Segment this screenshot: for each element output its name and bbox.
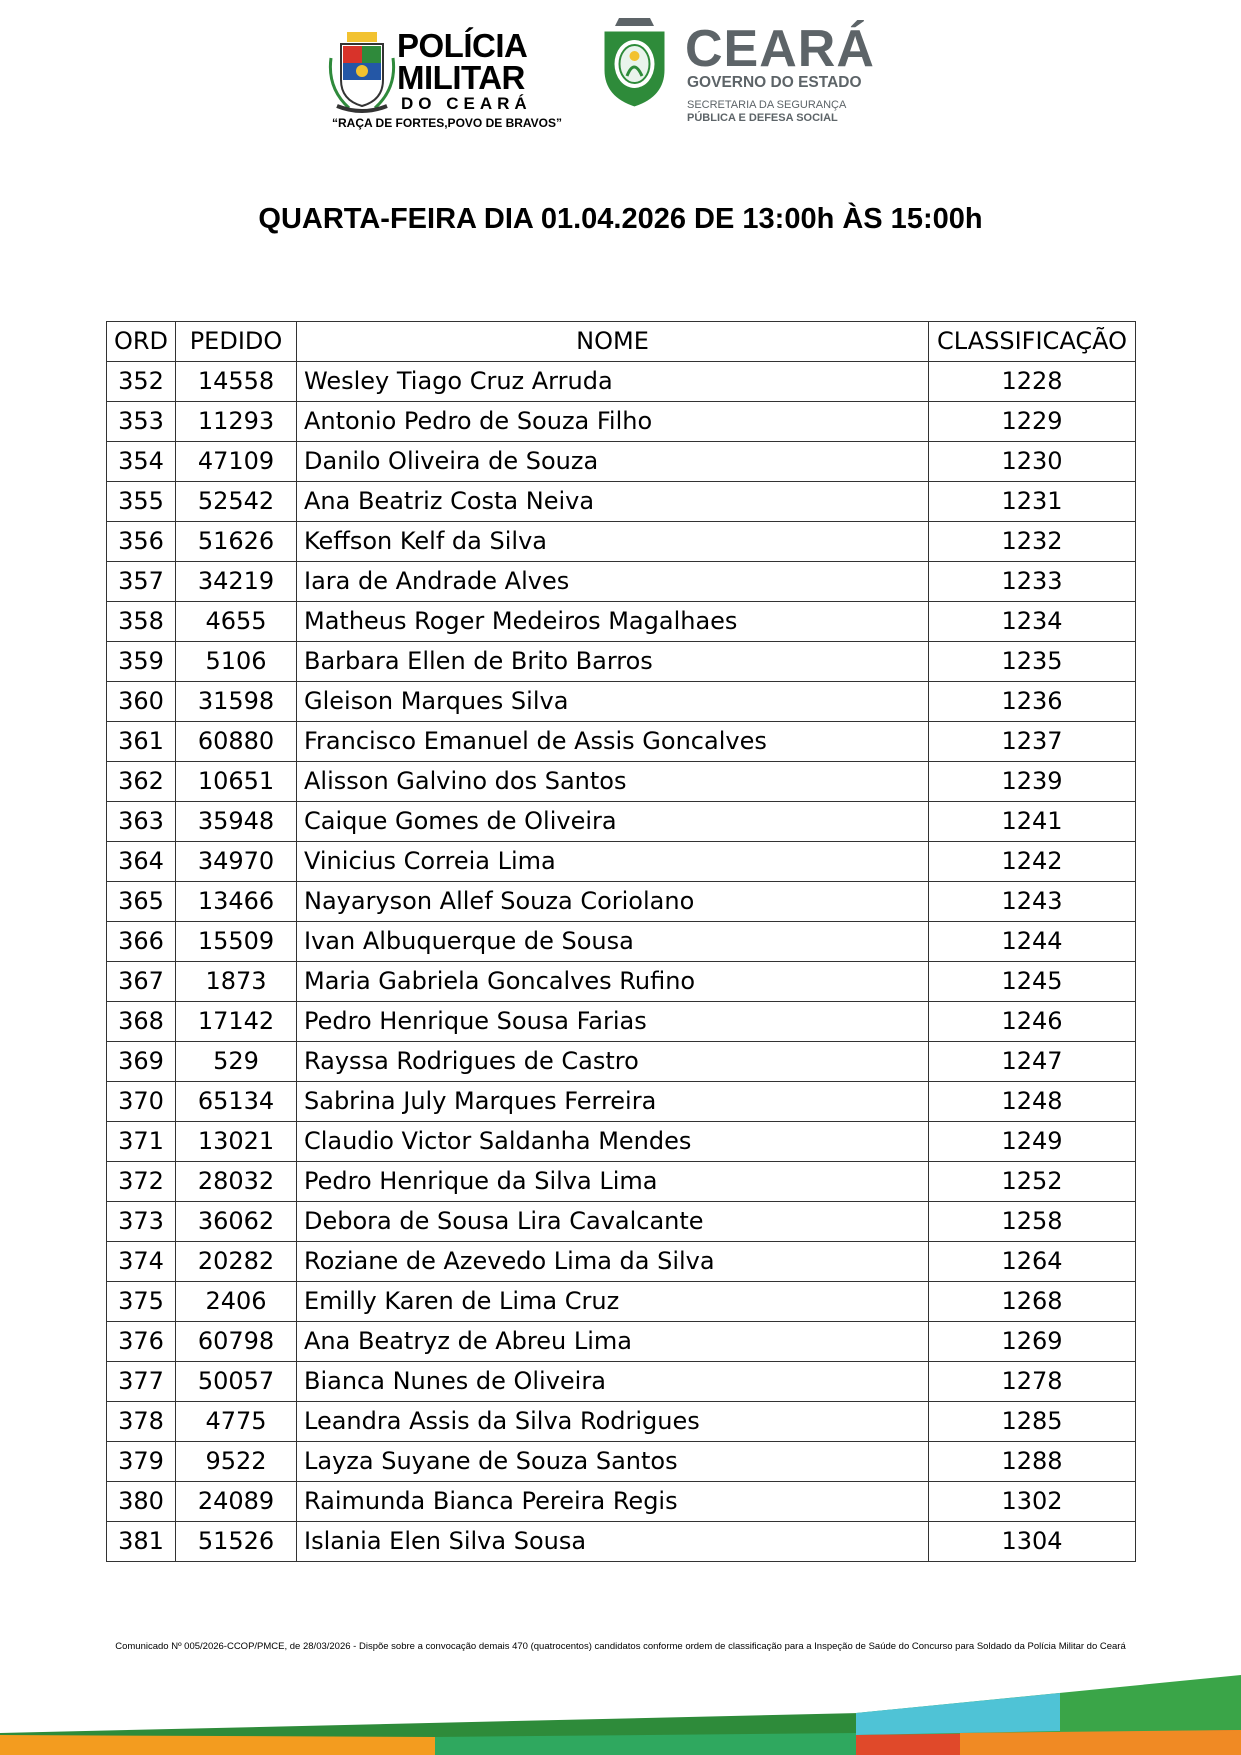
- cell-classificacao: 1232: [929, 522, 1136, 562]
- header-nome: NOME: [297, 322, 929, 362]
- cell-nome: Layza Suyane de Souza Santos: [297, 1442, 929, 1482]
- cell-ord: 357: [107, 562, 176, 602]
- cell-nome: Ana Beatriz Costa Neiva: [297, 482, 929, 522]
- table-row: [107, 1442, 1136, 1482]
- table-row: [107, 1402, 1136, 1442]
- cell-pedido: 60798: [176, 1322, 297, 1362]
- table-row: [107, 562, 1136, 602]
- cell-nome: Rayssa Rodrigues de Castro: [297, 1042, 929, 1082]
- pm-logo: [327, 27, 563, 132]
- table-row: [107, 762, 1136, 802]
- cell-nome: Emilly Karen de Lima Cruz: [297, 1282, 929, 1322]
- cell-classificacao: 1278: [929, 1362, 1136, 1402]
- table-row: [107, 1202, 1136, 1242]
- cell-ord: 359: [107, 642, 176, 682]
- cell-classificacao: 1252: [929, 1162, 1136, 1202]
- cell-classificacao: 1237: [929, 722, 1136, 762]
- cell-pedido: 529: [176, 1042, 297, 1082]
- cell-nome: Claudio Victor Saldanha Mendes: [297, 1122, 929, 1162]
- cell-pedido: 28032: [176, 1162, 297, 1202]
- cell-ord: 378: [107, 1402, 176, 1442]
- table-row: [107, 402, 1136, 442]
- cell-ord: 356: [107, 522, 176, 562]
- cell-pedido: 4775: [176, 1402, 297, 1442]
- cell-nome: Maria Gabriela Goncalves Rufino: [297, 962, 929, 1002]
- table-row: [107, 922, 1136, 962]
- cell-pedido: 47109: [176, 442, 297, 482]
- cell-ord: 370: [107, 1082, 176, 1122]
- table-row: [107, 602, 1136, 642]
- cell-nome: Roziane de Azevedo Lima da Silva: [297, 1242, 929, 1282]
- cell-classificacao: 1285: [929, 1402, 1136, 1442]
- ceara-crest-icon: [597, 16, 672, 111]
- cell-classificacao: 1230: [929, 442, 1136, 482]
- cell-ord: 358: [107, 602, 176, 642]
- cell-ord: 363: [107, 802, 176, 842]
- table-row: [107, 882, 1136, 922]
- cell-classificacao: 1239: [929, 762, 1136, 802]
- cell-nome: Caique Gomes de Oliveira: [297, 802, 929, 842]
- cell-classificacao: 1233: [929, 562, 1136, 602]
- table-row: [107, 962, 1136, 1002]
- cell-classificacao: 1234: [929, 602, 1136, 642]
- table-row: [107, 1122, 1136, 1162]
- ceara-logo-line3: PÚBLICA E DEFESA SOCIAL: [687, 112, 838, 124]
- cell-nome: Gleison Marques Silva: [297, 682, 929, 722]
- cell-nome: Bianca Nunes de Oliveira: [297, 1362, 929, 1402]
- table-row: [107, 722, 1136, 762]
- table-row: [107, 1082, 1136, 1122]
- footnote: Comunicado Nº 005/2026-CCOP/PMCE, de 28/03/2026 - Dispõe sobre a convocação demais 470 (quatrocentos) candidatos conforme ordem de classificação para a Inspeção de Saúde do Concurso para Soldado da Polícia Militar do Ceará: [115, 1641, 1126, 1652]
- table-row: [107, 1282, 1136, 1322]
- cell-pedido: 13021: [176, 1122, 297, 1162]
- cell-classificacao: 1243: [929, 882, 1136, 922]
- cell-nome: Debora de Sousa Lira Cavalcante: [297, 1202, 929, 1242]
- cell-pedido: 50057: [176, 1362, 297, 1402]
- pm-logo-line3: DO CEARÁ: [401, 94, 532, 113]
- cell-pedido: 60880: [176, 722, 297, 762]
- table-body: [107, 362, 1136, 1562]
- cell-classificacao: 1246: [929, 1002, 1136, 1042]
- cell-classificacao: 1288: [929, 1442, 1136, 1482]
- cell-pedido: 4655: [176, 602, 297, 642]
- cell-pedido: 36062: [176, 1202, 297, 1242]
- table-row: [107, 1322, 1136, 1362]
- cell-pedido: 31598: [176, 682, 297, 722]
- cell-pedido: 35948: [176, 802, 297, 842]
- cell-classificacao: 1268: [929, 1282, 1136, 1322]
- cell-nome: Keffson Kelf da Silva: [297, 522, 929, 562]
- cell-classificacao: 1304: [929, 1522, 1136, 1562]
- cell-nome: Danilo Oliveira de Souza: [297, 442, 929, 482]
- cell-nome: Alisson Galvino dos Santos: [297, 762, 929, 802]
- cell-ord: 380: [107, 1482, 176, 1522]
- cell-classificacao: 1242: [929, 842, 1136, 882]
- table-row: [107, 1042, 1136, 1082]
- cell-ord: 381: [107, 1522, 176, 1562]
- cell-nome: Leandra Assis da Silva Rodrigues: [297, 1402, 929, 1442]
- cell-classificacao: 1236: [929, 682, 1136, 722]
- cell-classificacao: 1245: [929, 962, 1136, 1002]
- cell-pedido: 34219: [176, 562, 297, 602]
- cell-pedido: 5106: [176, 642, 297, 682]
- cell-nome: Francisco Emanuel de Assis Goncalves: [297, 722, 929, 762]
- table-row: [107, 482, 1136, 522]
- cell-ord: 368: [107, 1002, 176, 1042]
- cell-classificacao: 1258: [929, 1202, 1136, 1242]
- cell-nome: Vinicius Correia Lima: [297, 842, 929, 882]
- cell-classificacao: 1235: [929, 642, 1136, 682]
- cell-nome: Nayaryson Allef Souza Coriolano: [297, 882, 929, 922]
- cell-ord: 352: [107, 362, 176, 402]
- cell-pedido: 34970: [176, 842, 297, 882]
- table-row: [107, 442, 1136, 482]
- cell-ord: 369: [107, 1042, 176, 1082]
- pm-logo-motto: “RAÇA DE FORTES,POVO DE BRAVOS”: [332, 116, 563, 130]
- ceara-logo-line1: GOVERNO DO ESTADO: [687, 74, 862, 91]
- cell-pedido: 11293: [176, 402, 297, 442]
- cell-classificacao: 1248: [929, 1082, 1136, 1122]
- cell-classificacao: 1247: [929, 1042, 1136, 1082]
- pm-logo-line1: POLÍCIA: [397, 27, 528, 64]
- cell-nome: Sabrina July Marques Ferreira: [297, 1082, 929, 1122]
- ceara-logo-title: CEARÁ: [685, 20, 875, 78]
- cell-ord: 375: [107, 1282, 176, 1322]
- cell-nome: Wesley Tiago Cruz Arruda: [297, 362, 929, 402]
- cell-classificacao: 1228: [929, 362, 1136, 402]
- cell-ord: 373: [107, 1202, 176, 1242]
- cell-pedido: 15509: [176, 922, 297, 962]
- table-row: [107, 682, 1136, 722]
- cell-ord: 366: [107, 922, 176, 962]
- ceara-logo: [597, 16, 907, 128]
- cell-classificacao: 1229: [929, 402, 1136, 442]
- cell-ord: 374: [107, 1242, 176, 1282]
- cell-ord: 353: [107, 402, 176, 442]
- cell-pedido: 9522: [176, 1442, 297, 1482]
- table-row: [107, 362, 1136, 402]
- cell-ord: 377: [107, 1362, 176, 1402]
- cell-classificacao: 1264: [929, 1242, 1136, 1282]
- cell-nome: Pedro Henrique Sousa Farias: [297, 1002, 929, 1042]
- cell-classificacao: 1249: [929, 1122, 1136, 1162]
- cell-ord: 362: [107, 762, 176, 802]
- cell-pedido: 52542: [176, 482, 297, 522]
- cell-classificacao: 1269: [929, 1322, 1136, 1362]
- table-row: [107, 1002, 1136, 1042]
- cell-nome: Islania Elen Silva Sousa: [297, 1522, 929, 1562]
- cell-nome: Matheus Roger Medeiros Magalhaes: [297, 602, 929, 642]
- ceara-logo-line2: SECRETARIA DA SEGURANÇA: [687, 99, 847, 111]
- cell-nome: Ana Beatryz de Abreu Lima: [297, 1322, 929, 1362]
- cell-nome: Raimunda Bianca Pereira Regis: [297, 1482, 929, 1522]
- cell-ord: 360: [107, 682, 176, 722]
- cell-classificacao: 1241: [929, 802, 1136, 842]
- cell-pedido: 1873: [176, 962, 297, 1002]
- cell-pedido: 14558: [176, 362, 297, 402]
- table-row: [107, 1162, 1136, 1202]
- table-row: [107, 1362, 1136, 1402]
- cell-ord: 364: [107, 842, 176, 882]
- cell-classificacao: 1244: [929, 922, 1136, 962]
- cell-ord: 379: [107, 1442, 176, 1482]
- cell-classificacao: 1302: [929, 1482, 1136, 1522]
- pm-crest-icon: [327, 28, 397, 118]
- cell-ord: 354: [107, 442, 176, 482]
- cell-pedido: 51626: [176, 522, 297, 562]
- candidates-table: [106, 321, 1136, 1562]
- cell-nome: Iara de Andrade Alves: [297, 562, 929, 602]
- cell-pedido: 24089: [176, 1482, 297, 1522]
- cell-ord: 371: [107, 1122, 176, 1162]
- cell-pedido: 13466: [176, 882, 297, 922]
- table-row: [107, 1242, 1136, 1282]
- cell-pedido: 2406: [176, 1282, 297, 1322]
- footer-color-band: [0, 1675, 1241, 1755]
- cell-pedido: 65134: [176, 1082, 297, 1122]
- table-row: [107, 842, 1136, 882]
- table-row: [107, 802, 1136, 842]
- header-pedido: PEDIDO: [176, 322, 297, 362]
- table-row: [107, 1482, 1136, 1522]
- cell-ord: 367: [107, 962, 176, 1002]
- cell-ord: 355: [107, 482, 176, 522]
- header-ord: ORD: [107, 322, 176, 362]
- cell-ord: 361: [107, 722, 176, 762]
- cell-pedido: 51526: [176, 1522, 297, 1562]
- document-title: QUARTA-FEIRA DIA 01.04.2026 DE 13:00h ÀS 15:00h: [258, 203, 983, 235]
- cell-nome: Antonio Pedro de Souza Filho: [297, 402, 929, 442]
- header-classificacao: CLASSIFICAÇÃO: [929, 322, 1136, 362]
- cell-pedido: 10651: [176, 762, 297, 802]
- cell-pedido: 20282: [176, 1242, 297, 1282]
- cell-ord: 372: [107, 1162, 176, 1202]
- table-row: [107, 642, 1136, 682]
- cell-ord: 376: [107, 1322, 176, 1362]
- cell-pedido: 17142: [176, 1002, 297, 1042]
- table-row: [107, 522, 1136, 562]
- table-row: [107, 1522, 1136, 1562]
- table-header-row: [107, 322, 1136, 362]
- cell-nome: Ivan Albuquerque de Sousa: [297, 922, 929, 962]
- cell-classificacao: 1231: [929, 482, 1136, 522]
- cell-nome: Barbara Ellen de Brito Barros: [297, 642, 929, 682]
- pm-logo-line2: MILITAR: [397, 59, 525, 96]
- cell-ord: 365: [107, 882, 176, 922]
- cell-nome: Pedro Henrique da Silva Lima: [297, 1162, 929, 1202]
